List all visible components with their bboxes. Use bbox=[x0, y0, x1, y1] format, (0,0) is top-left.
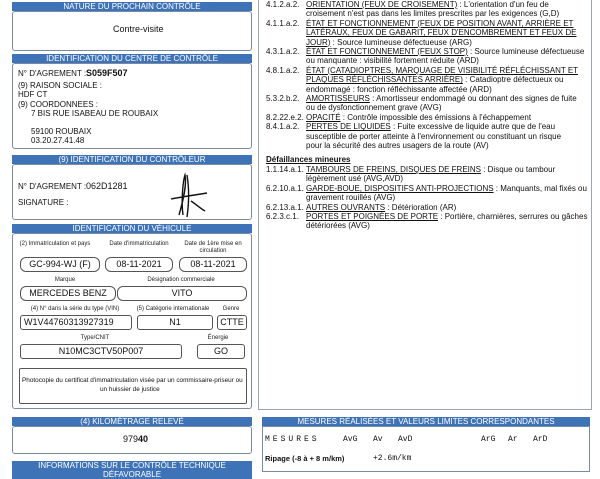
centre-header: IDENTIFICATION DU CENTRE DE CONTRÔLE bbox=[12, 54, 252, 63]
defect-text: gravement rouillés (AVG) bbox=[306, 193, 396, 203]
mesures-label: MESURES bbox=[265, 435, 320, 444]
date-immat-value: 08-11-2021 bbox=[105, 257, 173, 272]
defect-code: 6.2.13.a.1. bbox=[266, 202, 304, 212]
controleur-agrement-label: N° D'AGREMENT : bbox=[18, 182, 87, 191]
defect-code: 8.2.22.e.2. bbox=[266, 112, 304, 122]
defect-text: pour la sécurité des autres usagers de la route (AV) bbox=[306, 141, 489, 150]
defect-code: 4.1.2.a.2. bbox=[266, 0, 300, 9]
genre-label: Genre bbox=[222, 306, 240, 312]
centre-agrement-value: S059F507 bbox=[86, 68, 128, 78]
energie-value: GO bbox=[197, 344, 245, 359]
controleur-box bbox=[12, 164, 252, 220]
mesures-col-avg: AvG bbox=[343, 435, 358, 444]
defect-text: PLAQUES RÉFLÉCHISSANTES ARRIÈRE) : Catadioptre défectueux ou bbox=[306, 75, 564, 85]
signature-label: SIGNATURE : bbox=[18, 198, 69, 207]
mesures-col-avd: AvD bbox=[398, 435, 413, 444]
nature-header: NATURE DU PROCHAIN CONTRÔLE bbox=[12, 2, 252, 11]
signature-image bbox=[161, 171, 221, 219]
defect-text: susceptible de porter atteinte à l'environnement ou constituant un risque bbox=[306, 131, 562, 141]
defect-text: GARDE-BOUE, DISPOSITIFS ANTI-PROJECTIONS : Manquants, mal fixés ou bbox=[306, 183, 587, 193]
address-line2: 59100 ROUBAIX bbox=[31, 127, 92, 136]
vehicule-box bbox=[12, 233, 252, 409]
km-value-a: 979 bbox=[123, 434, 139, 444]
ripage-value: +2.6m/km bbox=[373, 454, 412, 463]
controleur-header: (9) IDENTIFICATION DU CONTRÔLEUR bbox=[12, 155, 252, 164]
defect-text: ou manquante : visibilité fortement réduite (ARD) bbox=[306, 56, 479, 66]
mesures-box bbox=[262, 426, 590, 472]
designation-value: VITO bbox=[117, 286, 247, 301]
defect-code: 5.3.2.b.2. bbox=[266, 94, 300, 103]
mesures-col-ard: ArD bbox=[533, 435, 548, 444]
defect-text: OPACITÉ : Contrôle impossible des émissions à l'échappement bbox=[306, 112, 532, 122]
genre-value: CTTE bbox=[217, 315, 247, 330]
date-first-label: Date de 1ère mise en circulation bbox=[184, 241, 242, 254]
marque-value: MERCEDES BENZ bbox=[20, 286, 116, 301]
defect-text: ÉTAT ET FONCTIONNEMENT (FEUX STOP) : Source lumineuse défectueuse bbox=[306, 47, 585, 56]
defect-code: 1.1.14.a.1. bbox=[266, 165, 304, 174]
raison-value: HDF CT bbox=[18, 90, 48, 99]
defect-text: AMORTISSEURS : Amortisseur endommagé ou donnant des signes de fuite bbox=[306, 94, 577, 103]
defect-text: légèrement usé (AVG,AVD) bbox=[306, 174, 404, 184]
nature-value: Contre-visite bbox=[113, 24, 164, 34]
defect-code: 4.3.1.a.2. bbox=[266, 47, 300, 56]
ripage-label: Ripage (-8 à + 8 m/km) bbox=[265, 454, 345, 463]
centre-box bbox=[12, 63, 252, 149]
vin-value: W1V44760313927319 bbox=[20, 315, 132, 330]
defect-text: TAMBOURS DE FREINS, DISQUES DE FREINS : Disque ou tambour bbox=[306, 165, 556, 174]
phone: 03.20.27.41.48 bbox=[31, 136, 85, 145]
vehicule-header: IDENTIFICATION DU VÉHICULE bbox=[12, 224, 252, 233]
immat-label: (2) Immatriculation et pays bbox=[19, 241, 91, 247]
defect-text: JOUR) : Source lumineuse défectueuse (ARG) bbox=[306, 37, 472, 47]
defect-text: LATÉRAUX, FEUX DE GABARIT, FEUX D'ENCOMBREMENT ET FEUX DE bbox=[306, 28, 577, 38]
info-header: INFORMATIONS SUR LE CONTRÔLE TECHNIQUE DÉFAVORABLE bbox=[12, 461, 252, 479]
mesures-header: MESURES RÉALISÉES ET VALEURS LIMITES CORRESPONDANTES bbox=[262, 417, 590, 426]
immat-value: GC-994-WJ (F) bbox=[20, 257, 100, 272]
defect-code: 8.4.1.a.2. bbox=[266, 122, 300, 132]
defect-text: ÉTAT ET FONCTIONNEMENT (FEUX DE POSITION AVANT, ARRIÈRE ET bbox=[306, 18, 574, 28]
vin-label: (4) N° dans la série du type (VIN) bbox=[30, 306, 120, 312]
defect-code: 4.8.1.a.2. bbox=[266, 65, 300, 75]
defect-text: PERTES DE LIQUIDES : Fuite excessive de liquide autre que de l'eau bbox=[306, 122, 556, 132]
km-value-b: 40 bbox=[138, 434, 149, 444]
photocopie-line1: Photocopie du certificat d'immatriculation visée par un commissaire-priseur ou bbox=[22, 377, 243, 384]
km-value bbox=[123, 434, 148, 444]
cnit-value: N10MC3CTV50P007 bbox=[20, 344, 182, 359]
designation-label: Désignation commerciale bbox=[147, 277, 215, 283]
km-header: (4) KILOMÉTRAGE RELEVÉ bbox=[12, 417, 252, 426]
categorie-value: N1 bbox=[137, 315, 213, 330]
defect-code: 6.2.10.a.1. bbox=[266, 183, 304, 193]
date-immat-label: Date d'immatriculation bbox=[109, 241, 169, 247]
centre-agrement-label: N° D'AGREMENT : bbox=[18, 69, 87, 78]
km-box bbox=[12, 426, 252, 454]
defect-code: 4.1.1.a.2. bbox=[266, 18, 300, 28]
raison-label: (9) RAISON SOCIALE : bbox=[18, 81, 103, 90]
defect-text: ou de dysfonctionnement grave (AVG) bbox=[306, 103, 442, 113]
nature-box bbox=[12, 11, 252, 51]
defect-text: AUTRES OUVRANTS : Détérioration (AR) bbox=[306, 202, 457, 212]
controleur-agrement-value: 062D1281 bbox=[86, 181, 128, 191]
date-first-value: 08-11-2021 bbox=[179, 257, 247, 272]
defect-text: PORTES ET POIGNÉES DE PORTE : Portière, charnières, serrures ou gâches bbox=[306, 212, 588, 221]
mesures-col-arg: ArG bbox=[481, 435, 496, 444]
photocopie-line2: un huissier de justice bbox=[100, 386, 160, 393]
defect-text: ORIENTATION (FEUX DE CROISEMENT) : L'orientation d'un feu de bbox=[306, 0, 549, 9]
defect-text: croisement n'est pas dans les limites prescrites par les exigences (G,D) bbox=[306, 9, 560, 19]
defect-text: détériorées (AVG) bbox=[306, 221, 370, 231]
mesures-col-ar: Ar bbox=[508, 435, 518, 444]
photocopie-box bbox=[19, 368, 247, 404]
defect-code: 6.2.3.c.1. bbox=[266, 212, 299, 221]
marque-label: Marque bbox=[54, 277, 76, 283]
categorie-label: (5) Catégorie internationale bbox=[136, 306, 210, 312]
coord-label: (9) COORDONNEES : bbox=[18, 100, 99, 109]
address-line1: 7 BIS RUE ISABEAU DE ROUBAIX bbox=[31, 109, 159, 118]
mesures-col-av: Av bbox=[373, 435, 383, 444]
defect-text: ÉTAT (CATADIOPTRES, MARQUAGE DE VISIBILITÉ RÉFLÉCHISSANT ET bbox=[306, 65, 579, 75]
defect-text: endommagé : fonction réfléchissante affectée (ARD) bbox=[306, 84, 492, 94]
cnit-label: Type/CNIT bbox=[80, 335, 110, 341]
mineures-title: Défaillances mineures bbox=[266, 155, 351, 164]
energie-label: Énergie bbox=[207, 335, 229, 341]
